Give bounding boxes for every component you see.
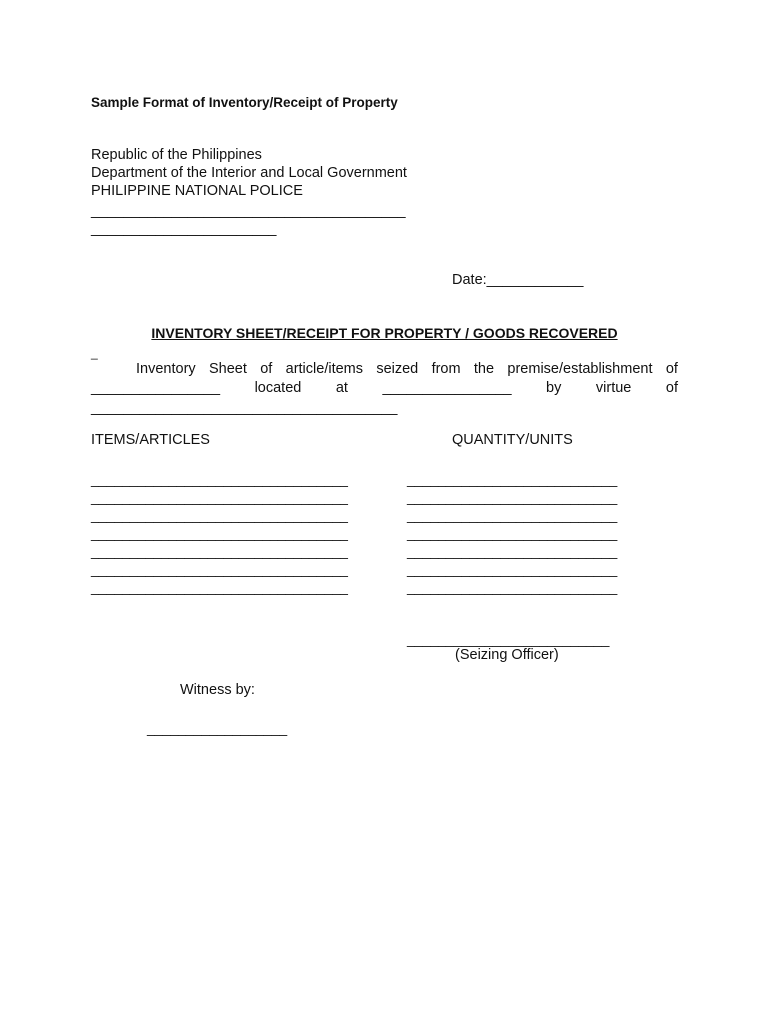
- quantity-header: QUANTITY/UNITS: [452, 432, 573, 448]
- quantity-blank-line: ___________________________: [407, 543, 618, 559]
- address-blank: ________________: [382, 380, 512, 396]
- paragraph-word: article/items: [285, 361, 363, 377]
- paragraph-word: premise/establishment: [507, 361, 653, 377]
- items-header: ITEMS/ARTICLES: [91, 432, 210, 448]
- quantity-blank-line: ___________________________: [407, 561, 618, 577]
- virtue-blank: ______________________________________: [91, 400, 398, 416]
- quantity-blank-line: ___________________________: [407, 579, 618, 595]
- items-blank-line: _________________________________: [91, 489, 348, 505]
- paragraph-word: of: [665, 380, 678, 396]
- paragraph-word: by: [546, 380, 562, 396]
- paragraph-word: at: [335, 380, 348, 396]
- location-blank: ________________: [91, 380, 221, 396]
- items-blank-line: _________________________________: [91, 471, 348, 487]
- items-blank-line: _________________________________: [91, 579, 348, 595]
- seizing-officer-label: (Seizing Officer): [455, 647, 559, 663]
- paragraph-word: of: [665, 361, 678, 377]
- paragraph-word: of: [260, 361, 273, 377]
- header-blank-line-1: _______________________________________: [91, 203, 406, 219]
- witness-signature-line: __________________: [147, 720, 288, 736]
- quantity-blank-line: ___________________________: [407, 507, 618, 523]
- quantity-blank-line: ___________________________: [407, 471, 618, 487]
- paragraph-word: located: [254, 380, 302, 396]
- items-blank-line: _________________________________: [91, 561, 348, 577]
- items-blank-line: _________________________________: [91, 525, 348, 541]
- header-department: Department of the Interior and Local Government: [91, 165, 407, 181]
- paragraph-word: virtue: [595, 380, 632, 396]
- items-blank-line: _________________________________: [91, 543, 348, 559]
- paragraph-word: Sheet: [208, 361, 247, 377]
- quantity-list: [407, 470, 617, 596]
- paragraph-word: Inventory: [136, 361, 196, 377]
- quantity-blank-line: ___________________________: [407, 489, 618, 505]
- paragraph-line-2: [91, 379, 678, 397]
- quantity-blank-line: ___________________________: [407, 525, 618, 541]
- paragraph-word: from: [431, 361, 461, 377]
- paragraph-word: the: [473, 361, 495, 377]
- document-title: Sample Format of Inventory/Receipt of Property: [91, 95, 398, 110]
- date-field: Date:____________: [452, 272, 584, 288]
- header-blank-line-2: _______________________: [91, 221, 277, 237]
- intro-mark: _: [91, 346, 98, 360]
- header-republic: Republic of the Philippines: [91, 147, 262, 163]
- witness-label: Witness by:: [180, 682, 255, 698]
- form-title: INVENTORY SHEET/RECEIPT FOR PROPERTY / GOODS RECOVERED: [151, 325, 618, 341]
- header-pnp: PHILIPPINE NATIONAL POLICE: [91, 183, 303, 199]
- paragraph-word: seized: [376, 361, 419, 377]
- items-blank-line: _________________________________: [91, 507, 348, 523]
- paragraph-line-1: [136, 360, 678, 378]
- seizing-officer-signature-line: __________________________: [407, 631, 610, 647]
- items-list: [91, 470, 348, 596]
